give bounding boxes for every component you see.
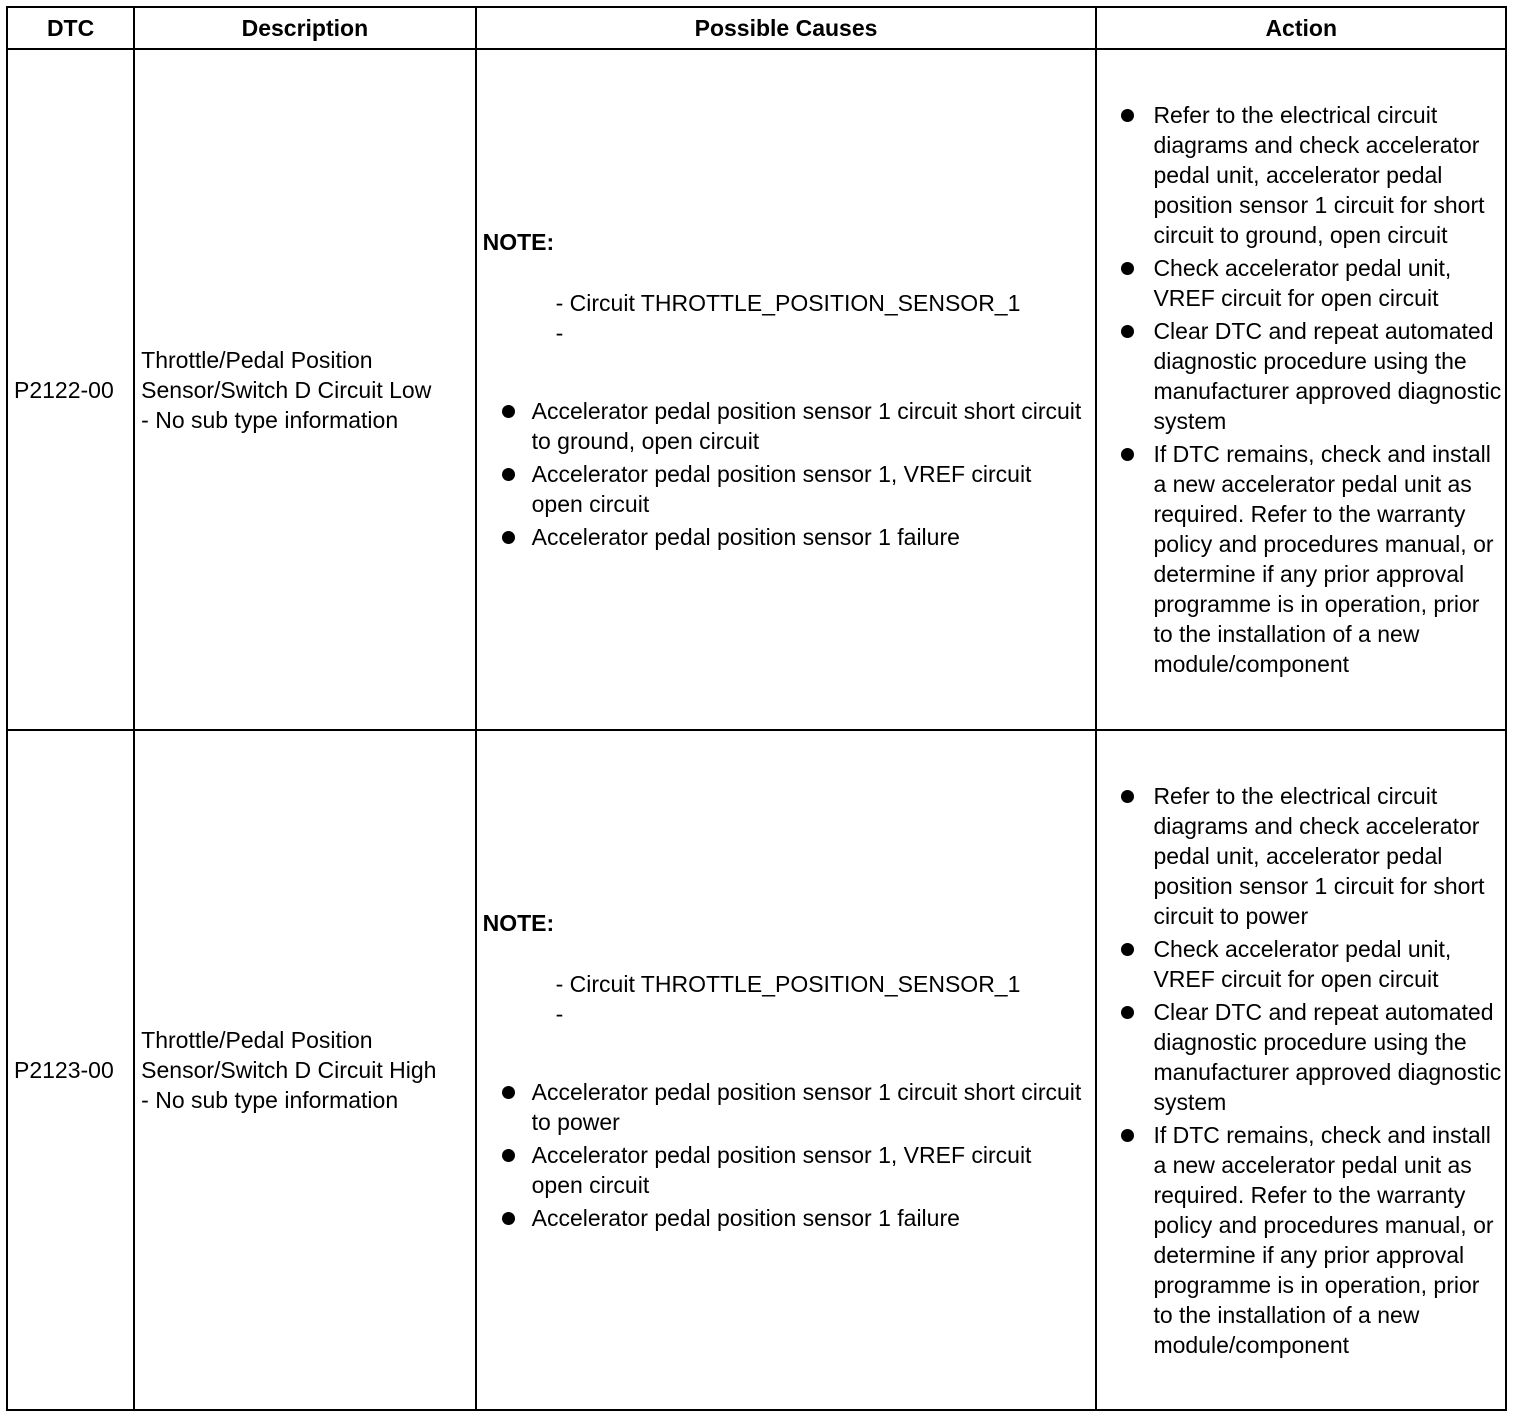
list-item	[1113, 934, 1503, 994]
list-item	[1113, 100, 1503, 250]
header-description: Description	[134, 7, 475, 49]
list-item	[1113, 1120, 1503, 1360]
header-row	[7, 7, 1506, 49]
action-text: Refer to the electrical circuit diagrams and check accelerator pedal unit, accelerator pedal position sensor 1 circuit for short circuit to ground, open circuit	[1153, 102, 1485, 248]
dtc-code: P2122-00	[7, 49, 134, 730]
cause-text: Accelerator pedal position sensor 1 circuit short circuit to power	[531, 1078, 1082, 1135]
bullet-icon	[502, 468, 515, 481]
bullet-icon	[1121, 1129, 1134, 1142]
action-text: Check accelerator pedal unit, VREF circuit for open circuit	[1153, 255, 1452, 311]
action-list	[1113, 100, 1503, 679]
note-label: NOTE:	[482, 909, 555, 936]
table-row	[7, 730, 1506, 1410]
possible-causes-cell	[476, 730, 1097, 1410]
description-line: - No sub type information	[141, 406, 399, 433]
note-block	[483, 288, 1088, 348]
action-text: If DTC remains, check and install a new accelerator pedal unit as required. Refer to the warranty policy and procedures manual, or determine if any prior approval programme is in operation, prior to the installation of a new module/component	[1153, 1121, 1494, 1358]
bullet-icon	[502, 1149, 515, 1162]
action-cell	[1096, 730, 1506, 1410]
dtc-table	[6, 6, 1507, 1411]
header-possible-causes: Possible Causes	[476, 7, 1097, 49]
list-item	[1113, 316, 1503, 436]
bullet-icon	[1121, 109, 1134, 122]
list-item	[483, 1203, 1088, 1233]
causes-list	[483, 396, 1088, 552]
list-item	[1113, 781, 1503, 931]
list-item	[1113, 253, 1503, 313]
note-block	[483, 969, 1088, 1029]
header-dtc: DTC	[7, 7, 134, 49]
list-item	[483, 396, 1088, 456]
cause-text: Accelerator pedal position sensor 1 circuit short circuit to ground, open circuit	[531, 398, 1082, 454]
description-cell	[134, 49, 475, 730]
cause-text: Accelerator pedal position sensor 1, VREF circuit open circuit	[531, 461, 1032, 517]
cause-text: Accelerator pedal position sensor 1 failure	[531, 1204, 960, 1231]
list-item	[1113, 997, 1503, 1117]
causes-list	[483, 1077, 1088, 1233]
description-line: - No sub type information	[141, 1087, 399, 1113]
bullet-icon	[1121, 943, 1134, 956]
bullet-icon	[502, 531, 515, 544]
cause-text: Accelerator pedal position sensor 1, VREF circuit open circuit	[531, 1141, 1032, 1198]
cause-text: Accelerator pedal position sensor 1 failure	[531, 524, 960, 550]
description-line: Throttle/Pedal Position	[141, 1027, 373, 1053]
header-action: Action	[1096, 7, 1506, 49]
bullet-icon	[502, 405, 515, 418]
list-item	[1113, 439, 1503, 679]
bullet-icon	[1121, 325, 1134, 338]
description-cell	[134, 730, 475, 1410]
action-text: Clear DTC and repeat automated diagnostic procedure using the manufacturer approved diagnostic system	[1153, 318, 1502, 434]
description-line: Throttle/Pedal Position	[141, 346, 373, 373]
dtc-code: P2123-00	[7, 730, 134, 1410]
action-text: Check accelerator pedal unit, VREF circuit for open circuit	[1153, 935, 1452, 992]
table-row	[7, 49, 1506, 730]
note-line: -	[555, 320, 564, 346]
description-line: Sensor/Switch D Circuit High	[141, 1057, 437, 1083]
action-cell	[1096, 49, 1506, 730]
note-line: -	[555, 1000, 564, 1027]
bullet-icon	[1121, 448, 1134, 461]
bullet-icon	[502, 1212, 515, 1225]
possible-causes-cell	[476, 49, 1097, 730]
note-line: - Circuit THROTTLE_POSITION_SENSOR_1	[555, 290, 1021, 316]
list-item	[483, 1077, 1088, 1137]
note-line: - Circuit THROTTLE_POSITION_SENSOR_1	[555, 970, 1021, 997]
bullet-icon	[1121, 262, 1134, 275]
list-item	[483, 522, 1088, 552]
description-line: Sensor/Switch D Circuit Low	[141, 376, 432, 403]
list-item	[483, 1140, 1088, 1200]
action-text: Clear DTC and repeat automated diagnostic procedure using the manufacturer approved diagnostic system	[1153, 998, 1502, 1115]
bullet-icon	[1121, 1006, 1134, 1019]
list-item	[483, 459, 1088, 519]
bullet-icon	[1121, 790, 1134, 803]
action-list	[1113, 781, 1503, 1360]
action-text: If DTC remains, check and install a new accelerator pedal unit as required. Refer to the warranty policy and procedures manual, or determine if any prior approval programme is in operation, prior to the installation of a new module/component	[1153, 441, 1494, 677]
bullet-icon	[502, 1086, 515, 1099]
note-label: NOTE:	[482, 229, 555, 255]
action-text: Refer to the electrical circuit diagrams and check accelerator pedal unit, accelerator pedal position sensor 1 circuit for short circuit to power	[1153, 782, 1485, 929]
